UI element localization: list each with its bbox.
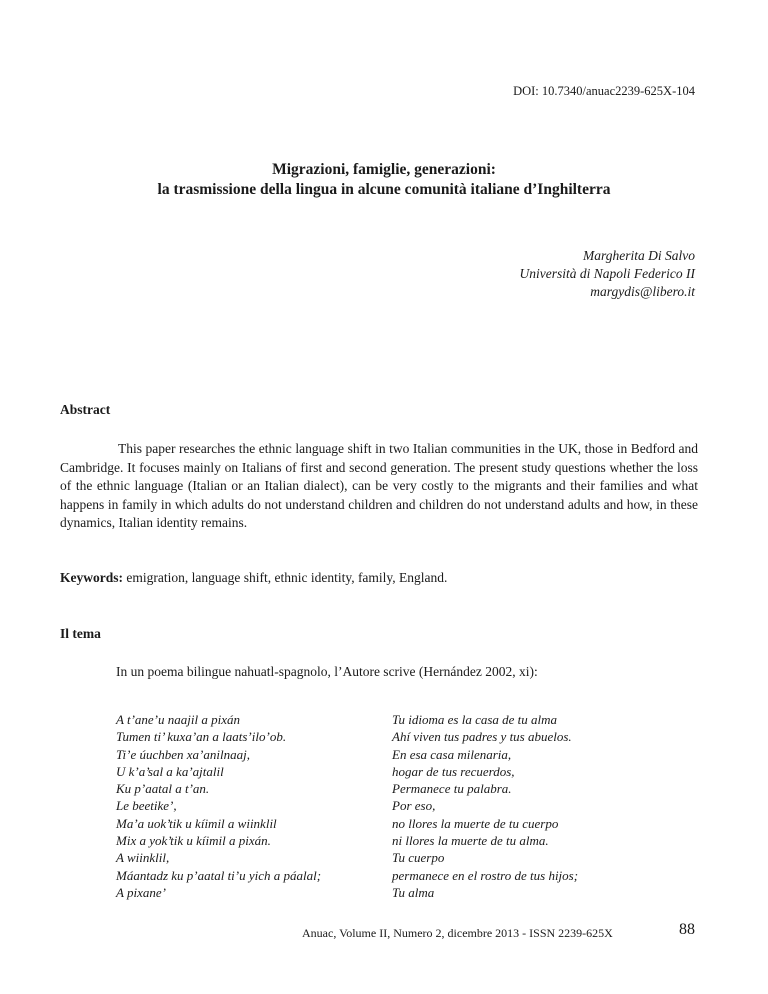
poem-line: Ku p’aatal a t’an. xyxy=(116,781,210,797)
section-heading: Il tema xyxy=(60,626,101,641)
poem-line: no llores la muerte de tu cuerpo xyxy=(392,815,559,831)
poem-line: A wiinklil, xyxy=(116,850,170,866)
keywords-label: Keywords: xyxy=(60,570,123,585)
author-email: margydis@libero.it xyxy=(590,284,695,299)
poem-line: Le beetike’, xyxy=(116,798,177,814)
abstract-heading: Abstract xyxy=(60,402,111,417)
poem-line: Mix a yok’tik u kíimil a pixán. xyxy=(116,833,271,849)
section-intro: In un poema bilingue nahuatl-spagnolo, l’Autore scrive (Hernández 2002, xi): xyxy=(116,664,538,679)
poem-line: hogar de tus recuerdos, xyxy=(392,763,515,779)
keywords-line xyxy=(60,570,447,586)
poem-line: En esa casa milenaria, xyxy=(392,746,512,762)
title-line-2: la trasmissione della lingua in alcune comunità italiane d’Inghilterra xyxy=(157,181,611,198)
poem-line: Ahí viven tus padres y tus abuelos. xyxy=(392,729,572,745)
poem-mayan-column xyxy=(116,711,321,901)
poem-line: Máantadz ku p’aatal ti’u yich a páalal; xyxy=(116,867,322,883)
poem-line: Tu cuerpo xyxy=(392,850,445,866)
poem-line: Tumen ti’ kuxa’an a laats’ilo’ob. xyxy=(116,729,287,745)
doi-text: DOI: 10.7340/anuac2239-625X-104 xyxy=(513,84,695,98)
poem-line: Permanece tu palabra. xyxy=(392,781,512,797)
keywords-text: emigration, language shift, ethnic identity, family, England. xyxy=(123,570,448,585)
poem-line: U k’a’sal a ka’ajtalil xyxy=(116,763,224,779)
poem-line: permanece en el rostro de tus hijos; xyxy=(392,867,579,883)
author-block xyxy=(520,247,695,301)
poem-line: ni llores la muerte de tu alma. xyxy=(392,833,549,849)
poem-line: A t’ane’u naajil a pixán xyxy=(116,712,240,727)
poem-line: Por eso, xyxy=(392,798,436,814)
poem-line: Tu idioma es la casa de tu alma xyxy=(392,712,558,727)
poem-line: A pixane’ xyxy=(116,884,166,900)
poem-line: Ma’a uok’tik u kíimil a wiinklil xyxy=(116,815,277,831)
author-affiliation: Università di Napoli Federico II xyxy=(519,266,695,281)
poem-spanish-column xyxy=(392,711,578,901)
title-line-1: Migrazioni, famiglie, generazioni: xyxy=(272,161,496,178)
page-number: 88 xyxy=(679,921,695,938)
footer-journal: Anuac, Volume II, Numero 2, dicembre 2013 - ISSN 2239-625X xyxy=(302,926,613,940)
abstract-body: This paper researches the ethnic language shift in two Italian communities in the UK, those in Bedford and Cambridge. It focuses mainly on Italians of first and second generation. The present study questions whether the loss of the ethnic language (Italian or an Italian dialect), can be very costly to the migrants and their families and what happens in family in which adults do not understand children and children do not understand adults and how, in these dynamics, Italian identity remains. xyxy=(60,441,698,530)
paper-title xyxy=(0,160,768,200)
poem-line: Tu alma xyxy=(392,884,435,900)
author-name: Margherita Di Salvo xyxy=(583,248,695,263)
poem-line: Ti’e úuchben xa’anilnaaj, xyxy=(116,746,250,762)
